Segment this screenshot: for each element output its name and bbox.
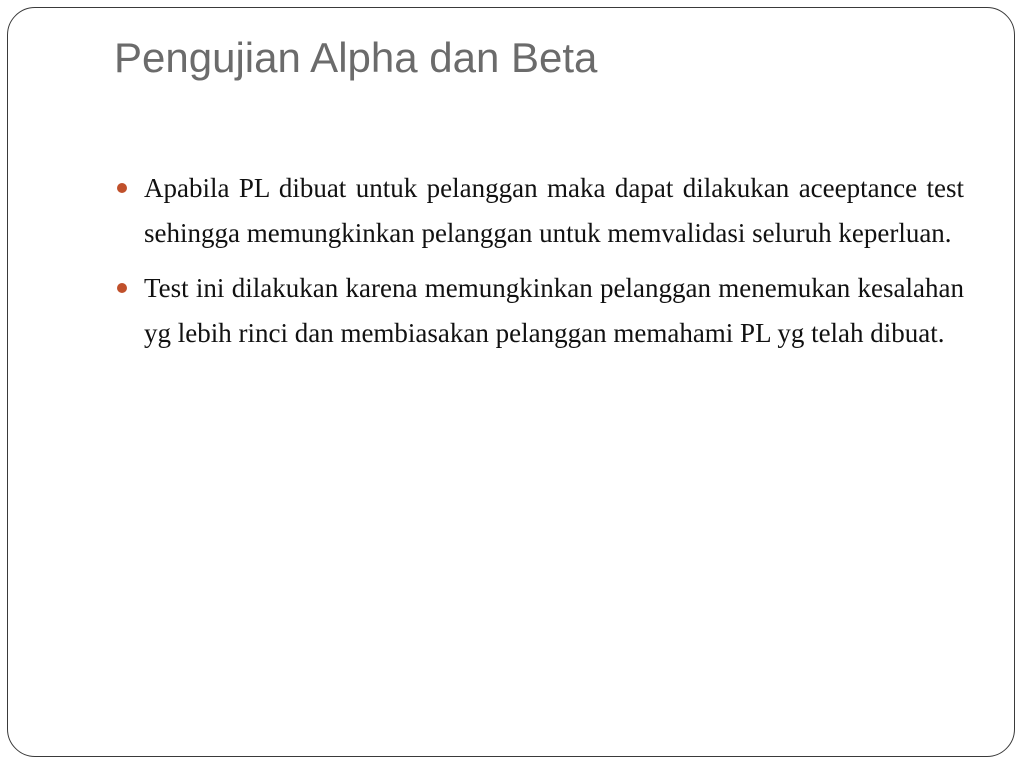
bullet-text: Test ini dilakukan karena memungkinkan pelanggan menemukan kesalahan yg lebih rinci dan membiasakan pelanggan memahami PL yg telah dibuat. — [144, 273, 964, 348]
bullet-dot-icon — [117, 183, 127, 193]
bullet-list — [114, 166, 964, 366]
bullet-text: Apabila PL dibuat untuk pelanggan maka dapat dilakukan aceeptance test sehingga memungkinkan pelanggan untuk memvalidasi seluruh keperluan. — [144, 173, 964, 248]
slide-title: Pengujian Alpha dan Beta — [114, 34, 598, 81]
slide-frame — [7, 7, 1015, 757]
bullet-dot-icon — [117, 283, 127, 293]
bullet-item — [114, 266, 964, 356]
bullet-item — [114, 166, 964, 256]
